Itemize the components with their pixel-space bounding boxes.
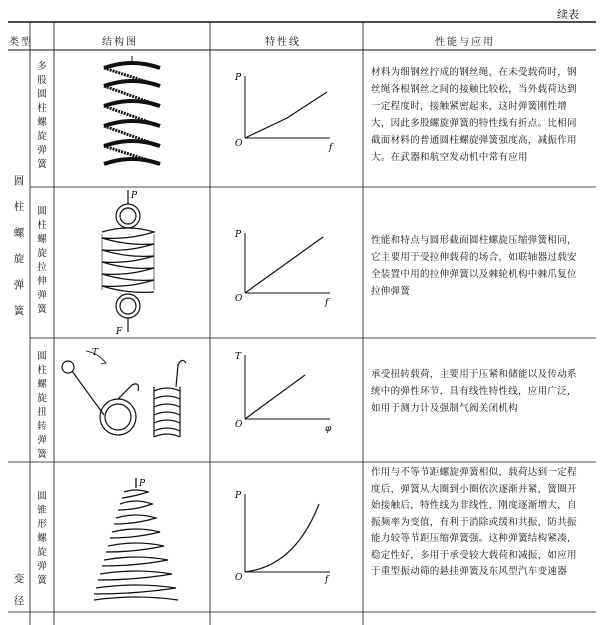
torsion-torque-label: T [92, 348, 99, 358]
y-axis-label: P [235, 230, 242, 240]
multistrand-spring-drawing [90, 56, 180, 176]
header-performance: 性能与应用 [435, 37, 495, 48]
characteristic-line [245, 375, 305, 419]
tension-spring-drawing [88, 188, 188, 336]
category-variable: 变径 [13, 573, 25, 607]
characteristic-line [245, 237, 323, 293]
origin-label: O [235, 294, 243, 304]
y-axis-label: P [235, 73, 242, 83]
y-axis-label: P [235, 491, 242, 501]
x-axis-label: φ [325, 424, 332, 434]
header-characteristic: 特性线 [265, 37, 301, 48]
x-axis-label: f [325, 575, 329, 584]
conical-characteristic-chart [225, 484, 345, 584]
conical-load-label: P [139, 479, 146, 489]
origin-label: O [235, 420, 243, 430]
conical-spring-drawing [86, 476, 186, 612]
row-name-torsion: 圆柱螺旋扭转弹簧 [37, 351, 47, 460]
tension-characteristic-chart [225, 225, 345, 310]
torsion-characteristic-chart [225, 345, 345, 435]
characteristic-line [245, 92, 327, 138]
y-axis-label: T [235, 352, 242, 362]
header-structure: 结构图 [102, 37, 138, 48]
characteristic-curve [245, 504, 319, 572]
x-axis-label: f [329, 143, 333, 153]
row-text-torsion: 承受扭转载荷，主要用于压紧和储能以及传动系统中的弹性环节，具有线性特性线，应用广泛，如用于测力计及强制气阀关闭机构 [371, 369, 577, 414]
row-text-multistrand: 材料为细钢丝拧成的钢丝绳，在未受载荷时，钢丝绳各根钢丝之间的接触比较松，当外载荷达到一定程度时，接触紧密起来，这时弹簧刚性增大，因此多股螺旋弹簧的特性线有折点。比相同截面材料的普通圆柱螺旋弹簧强度高，减振作用大。在武器和航空发动机中常有应用 [371, 67, 577, 163]
row-name-tension: 圆柱螺旋拉伸弹簧 [37, 206, 47, 315]
row-text-conical: 作用与不等节距螺旋弹簧相似，载荷达到一定程度后，弹簧从大圈到小圈依次逐渐并紧，簧圈开始接触后，特性线为非线性，刚度逐渐增大，自振频率为变值，有利于消除或缓和共振，防共振能力较等节距压缩弹簧强。这种弹簧结构紧凑，稳定性好，多用于承受较大载荷和减振，如应用于重型振动筛的悬挂弹簧及东风型汽车变速器 [371, 467, 577, 577]
tension-load-label-top: P [131, 191, 138, 201]
multistrand-characteristic-chart [225, 66, 345, 156]
header-type: 类型 [9, 37, 33, 48]
row-name-conical: 圆锥形螺旋弹簧 [37, 491, 47, 586]
row-text-tension: 性能和特点与圆形截面圆柱螺旋压缩弹簧相同，它主要用于受拉伸载荷的场合，如联轴器过载安全装置中用的拉伸弹簧以及棘轮机构中棘爪复位拉伸弹簧 [371, 235, 577, 297]
continued-label: 续表 [557, 8, 579, 21]
category-cylindrical: 圆柱螺旋弹簧 [13, 175, 25, 317]
tension-load-label-bottom: F [116, 327, 123, 336]
x-axis-label: f [325, 298, 329, 308]
origin-label: O [235, 139, 243, 149]
torsion-spring-drawing [58, 345, 206, 455]
origin-label: O [235, 573, 243, 583]
row-name-multistrand: 多股圆柱螺旋弹簧 [37, 61, 47, 170]
